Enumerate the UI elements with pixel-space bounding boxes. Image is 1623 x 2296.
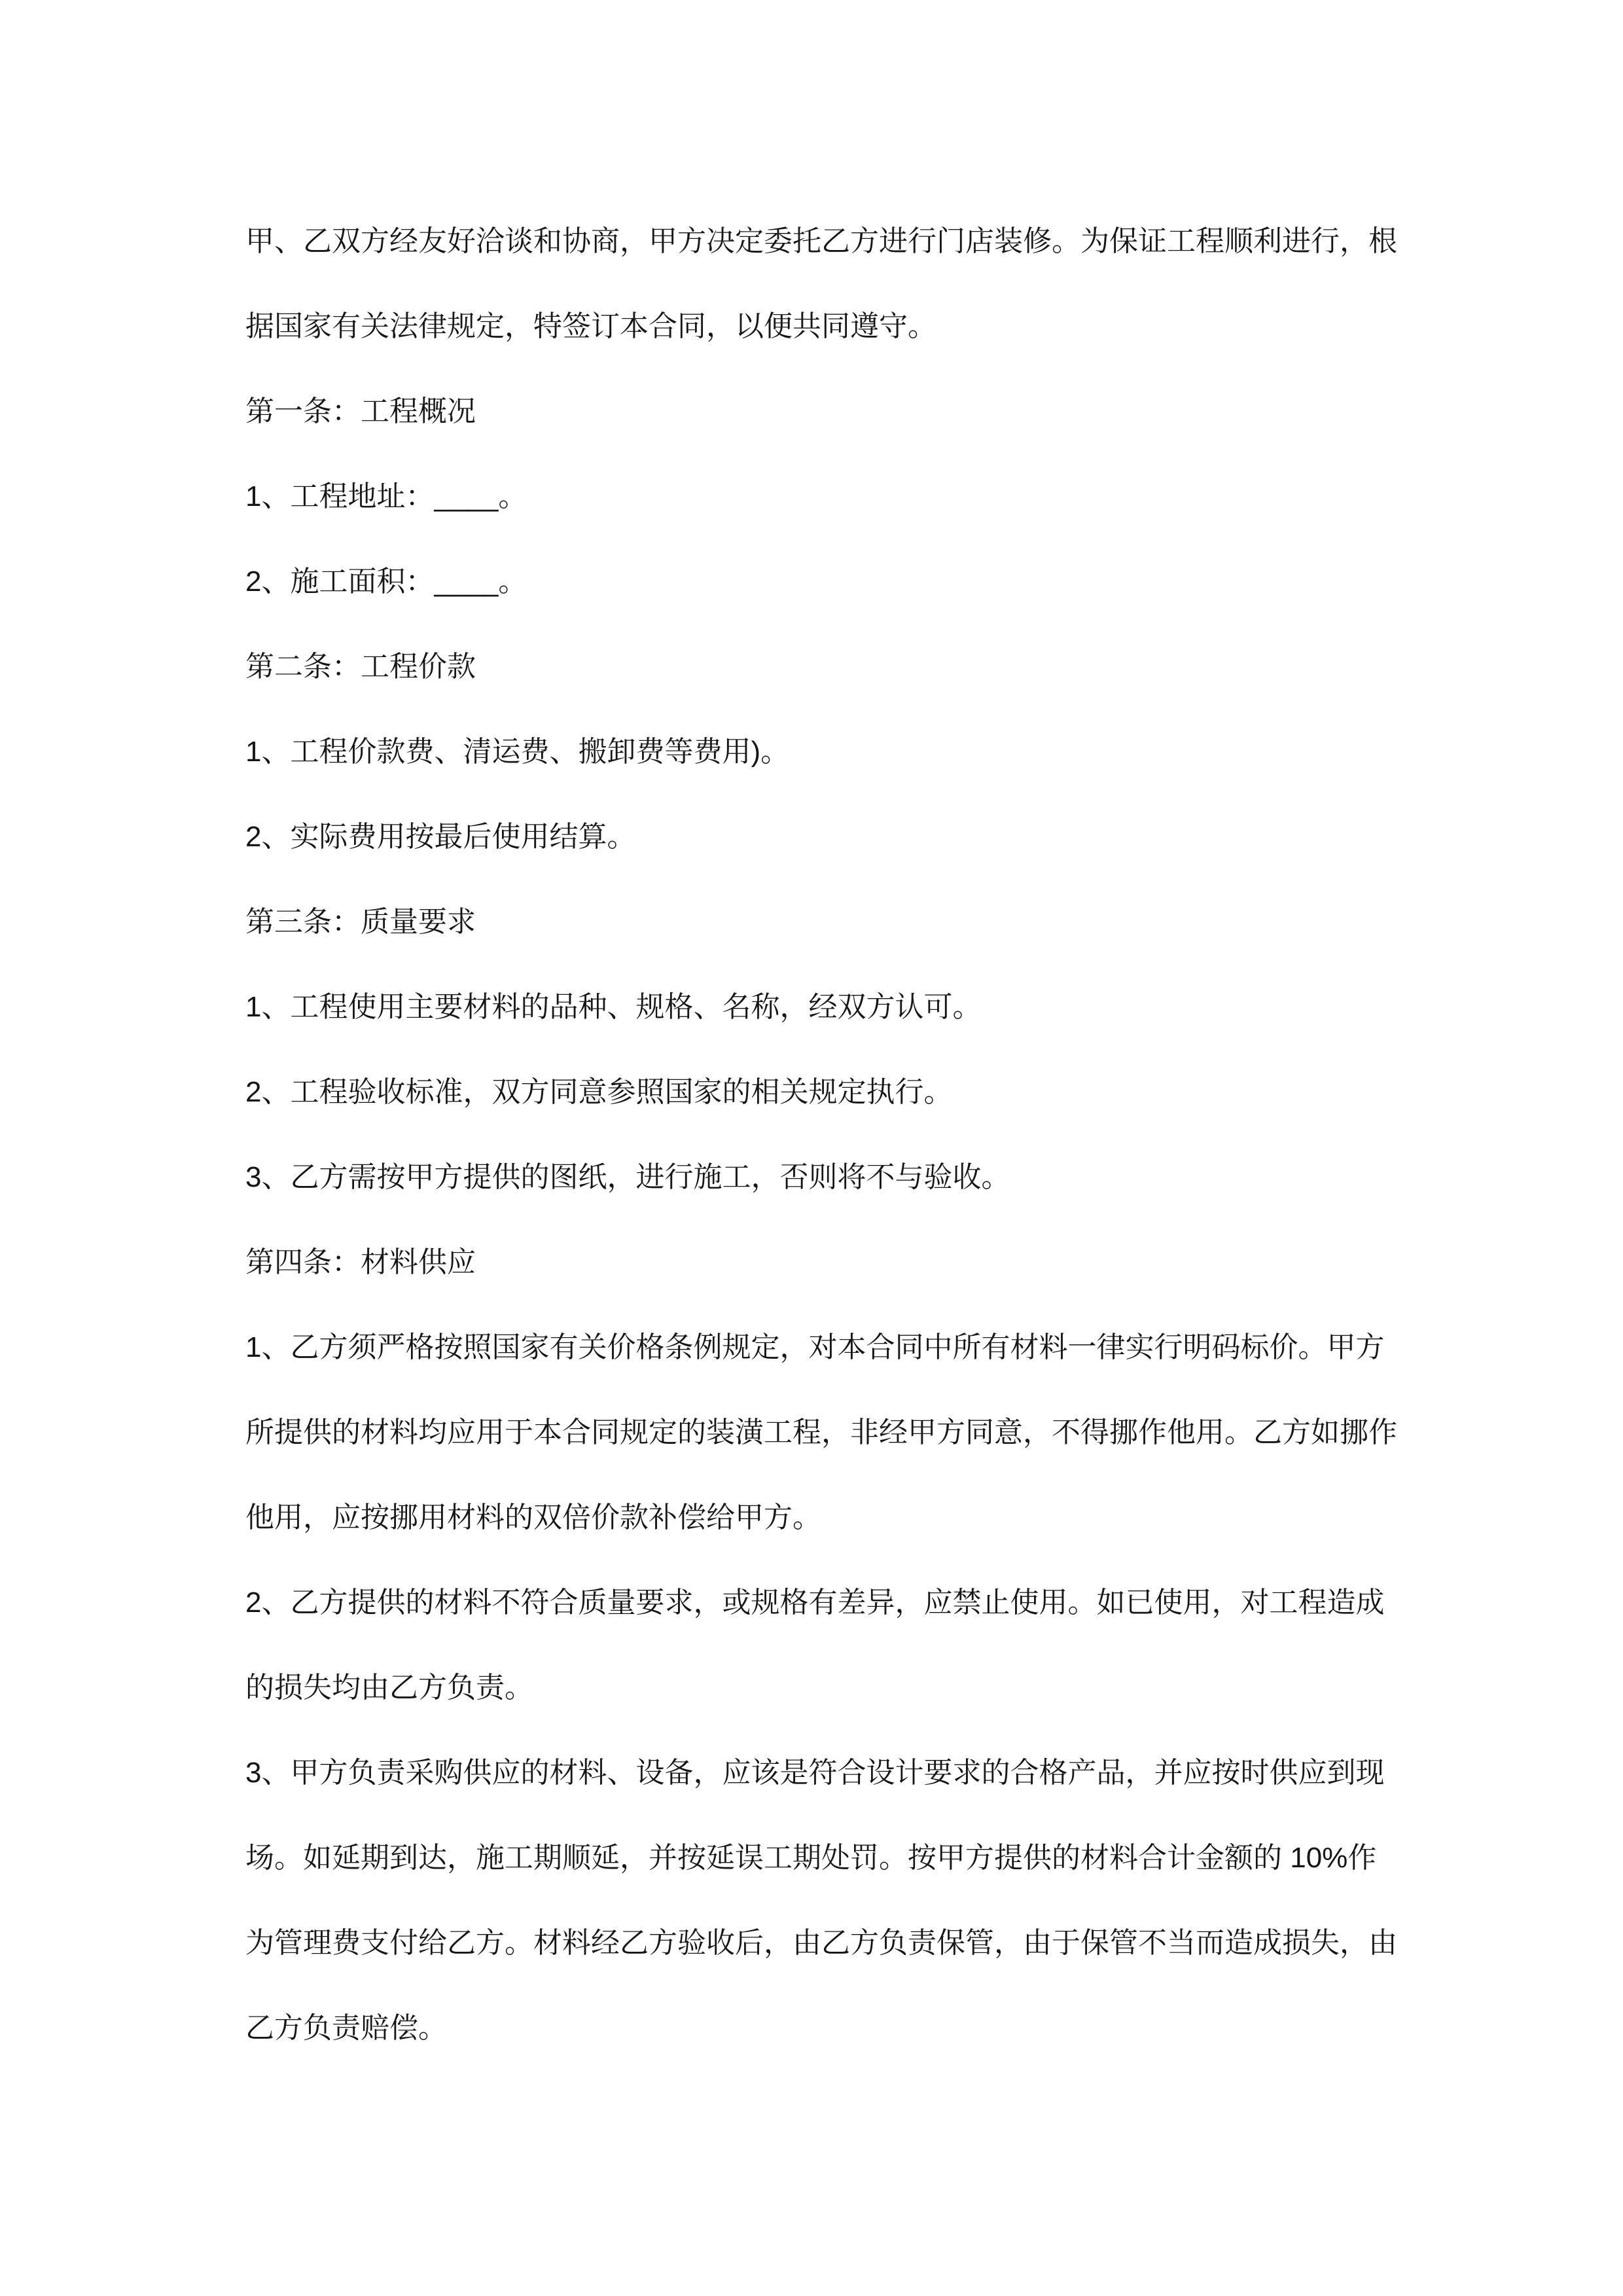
clause-material-pricing-continuation-1: 所提供的材料均应用于本合同规定的装潢工程，非经甲方同意，不得挪作他用。乙方如挪作 xyxy=(245,1416,1397,1448)
clause-project-price-fees: 1、工程价款费、清运费、搬卸费等费用)。 xyxy=(245,736,790,768)
clause-acceptance-standard: 2、工程验收标准，双方同意参照国家的相关规定执行。 xyxy=(245,1076,953,1108)
text-line-intro: 甲、乙双方经友好洽谈和协商，甲方决定委托乙方进行门店装修。为保证工程顺利进行，根 xyxy=(245,225,1397,257)
clause-material-quality-continuation: 的损失均由乙方负责。 xyxy=(245,1672,533,1704)
contract-body-text xyxy=(245,199,1399,2071)
section-heading-article-3: 第三条：质量要求 xyxy=(245,906,476,938)
text-line-intro-continuation: 据国家有关法律规定，特签订本合同，以便共同遵守。 xyxy=(245,310,936,342)
section-heading-article-2: 第二条：工程价款 xyxy=(245,651,476,683)
clause-material-pricing: 1、乙方须严格按照国家有关价格条例规定，对本合同中所有材料一律实行明码标价。甲方 xyxy=(245,1331,1385,1363)
clause-material-specs-approval: 1、工程使用主要材料的品种、规格、名称，经双方认可。 xyxy=(245,991,982,1023)
clause-material-supply-continuation-3: 乙方负责赔偿。 xyxy=(245,2012,447,2044)
section-heading-article-4: 第四条：材料供应 xyxy=(245,1246,476,1278)
clause-construction-per-drawings: 3、乙方需按甲方提供的图纸，进行施工，否则将不与验收。 xyxy=(245,1161,1010,1193)
clause-material-supply: 3、甲方负责采购供应的材料、设备，应该是符合设计要求的合格产品，并应按时供应到现 xyxy=(245,1757,1385,1789)
section-heading-article-1: 第一条：工程概况 xyxy=(245,395,476,427)
clause-material-supply-continuation-1: 场。如延期到达，施工期顺延，并按延误工期处罚。按甲方提供的材料合计金额的 10%作 xyxy=(245,1842,1377,1874)
clause-project-address-with-blank: 1、工程地址：____。 xyxy=(245,480,527,512)
clause-material-pricing-continuation-2: 他用，应按挪用材料的双倍价款补偿给甲方。 xyxy=(245,1501,821,1534)
clause-material-quality: 2、乙方提供的材料不符合质量要求，或规格有差异，应禁止使用。如已使用，对工程造成 xyxy=(245,1587,1385,1619)
clause-actual-cost-settlement: 2、实际费用按最后使用结算。 xyxy=(245,821,636,853)
clause-material-supply-continuation-2: 为管理费支付给乙方。材料经乙方验收后，由乙方负责保管，由于保管不当而造成损失，由 xyxy=(245,1927,1397,1959)
clause-construction-area-with-blank: 2、施工面积：____。 xyxy=(245,565,527,598)
